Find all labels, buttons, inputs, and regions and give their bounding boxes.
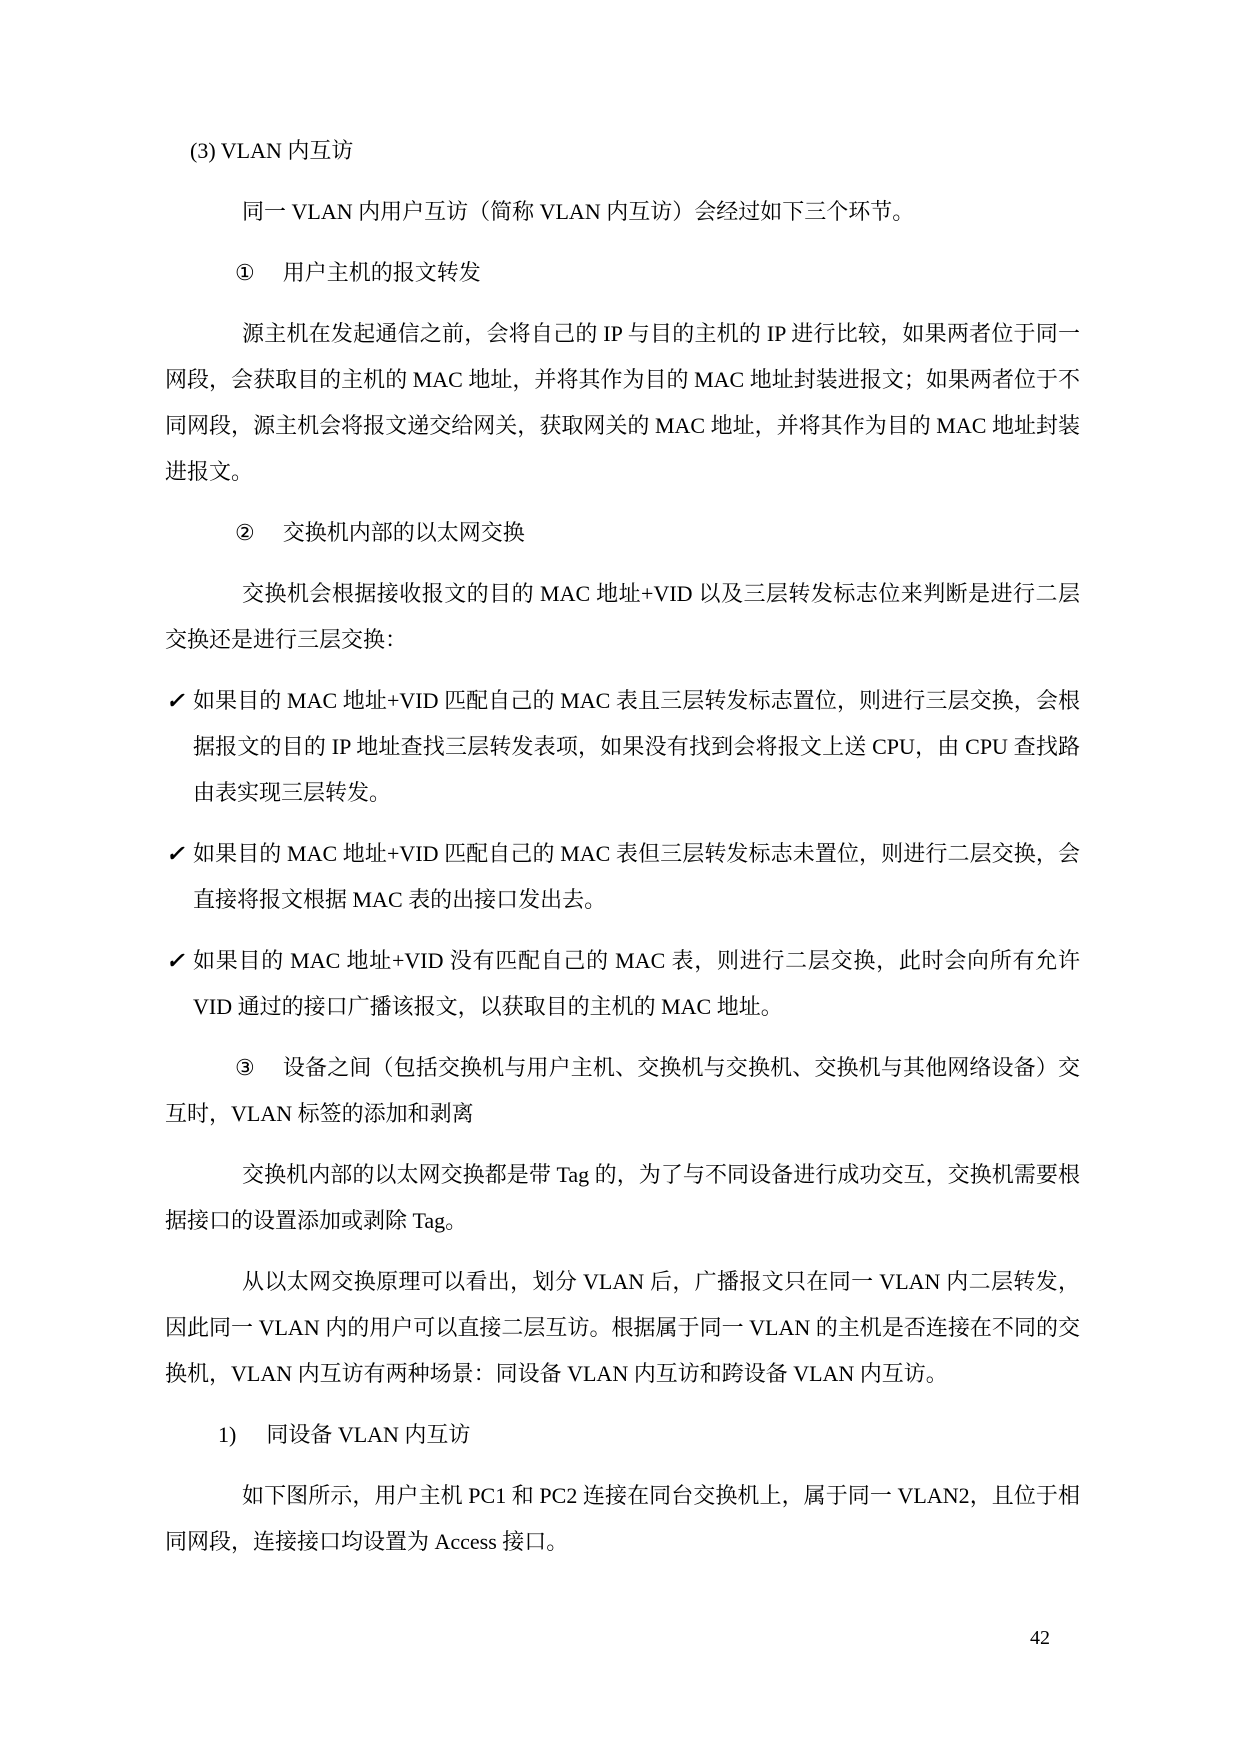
checkmark-icon: ✓	[166, 948, 185, 973]
checkmark-item-text: 如果目的 MAC 地址+VID 匹配自己的 MAC 表且三层转发标志置位，则进行三层交换，会根据报文的目的 IP 地址查找三层转发表项，如果没有找到会将报文上送 CPU，由 CPU 查找路由表实现三层转发。	[193, 688, 1080, 805]
paragraph-tag-handling: 交换机内部的以太网交换都是带 Tag 的，为了与不同设备进行成功交互，交换机需要根据接口的设置添加或剥除 Tag。	[165, 1162, 1080, 1233]
numbered-item-1-text: 用户主机的报文转发	[282, 260, 481, 285]
numbered-item-1	[165, 250, 1080, 296]
sub-item-1-text: 同设备 VLAN 内互访	[266, 1422, 471, 1447]
document-body	[165, 128, 1080, 1565]
paragraph-vlan-scenarios: 从以太网交换原理可以看出，划分 VLAN 后，广播报文只在同一 VLAN 内二层转发，因此同一 VLAN 内的用户可以直接二层互访。根据属于同一 VLAN 的主机是否连接在不同的交换机，VLAN 内互访有两种场景：同设备 VLAN 内互访和跨设备 VLAN 内互访。	[165, 1269, 1080, 1386]
checkmark-list-item	[165, 938, 1080, 1030]
circled-number-1-icon: ①	[235, 260, 255, 285]
checkmark-list-item	[165, 678, 1080, 816]
checkmark-icon: ✓	[166, 841, 185, 866]
paragraph-host-forwarding: 源主机在发起通信之前，会将自己的 IP 与目的主机的 IP 进行比较，如果两者位于同一网段，会获取目的主机的 MAC 地址，并将其作为目的 MAC 地址封装进报文；如果两者位于不同网段，源主机会将报文递交给网关，获取网关的 MAC 地址，并将其作为目的 MAC 地址封装进报文。	[165, 321, 1080, 484]
paragraph-switch-decision: 交换机会根据接收报文的目的 MAC 地址+VID 以及三层转发标志位来判断是进行二层交换还是进行三层交换：	[165, 581, 1080, 652]
section-heading: (3) VLAN 内互访	[190, 138, 354, 163]
numbered-item-3	[165, 1045, 1080, 1137]
checkmark-list-item	[165, 831, 1080, 923]
numbered-item-2	[165, 510, 1080, 556]
paragraph-same-device-intro: 如下图所示，用户主机 PC1 和 PC2 连接在同台交换机上，属于同一 VLAN2，且位于相同网段，连接接口均设置为 Access 接口。	[165, 1483, 1080, 1554]
checkmark-item-text: 如果目的 MAC 地址+VID 匹配自己的 MAC 表但三层转发标志未置位，则进行二层交换，会直接将报文根据 MAC 表的出接口发出去。	[193, 841, 1080, 912]
page-number: 42	[1030, 1627, 1050, 1649]
intro-paragraph: 同一 VLAN 内用户互访（简称 VLAN 内互访）会经过如下三个环节。	[242, 199, 915, 224]
numbered-item-2-text: 交换机内部的以太网交换	[282, 520, 525, 545]
numbered-item-3-text: 设备之间（包括交换机与用户主机、交换机与交换机、交换机与其他网络设备）交互时，VLAN 标签的添加和剥离	[165, 1055, 1080, 1126]
sub-item-1	[165, 1412, 1080, 1458]
circled-number-3-icon: ③	[235, 1055, 255, 1080]
sub-item-1-marker: 1)	[218, 1422, 237, 1447]
checkmark-item-text: 如果目的 MAC 地址+VID 没有匹配自己的 MAC 表，则进行二层交换，此时会向所有允许 VID 通过的接口广播该报文，以获取目的主机的 MAC 地址。	[193, 948, 1080, 1019]
checkmark-icon: ✓	[166, 688, 185, 713]
circled-number-2-icon: ②	[235, 520, 255, 545]
